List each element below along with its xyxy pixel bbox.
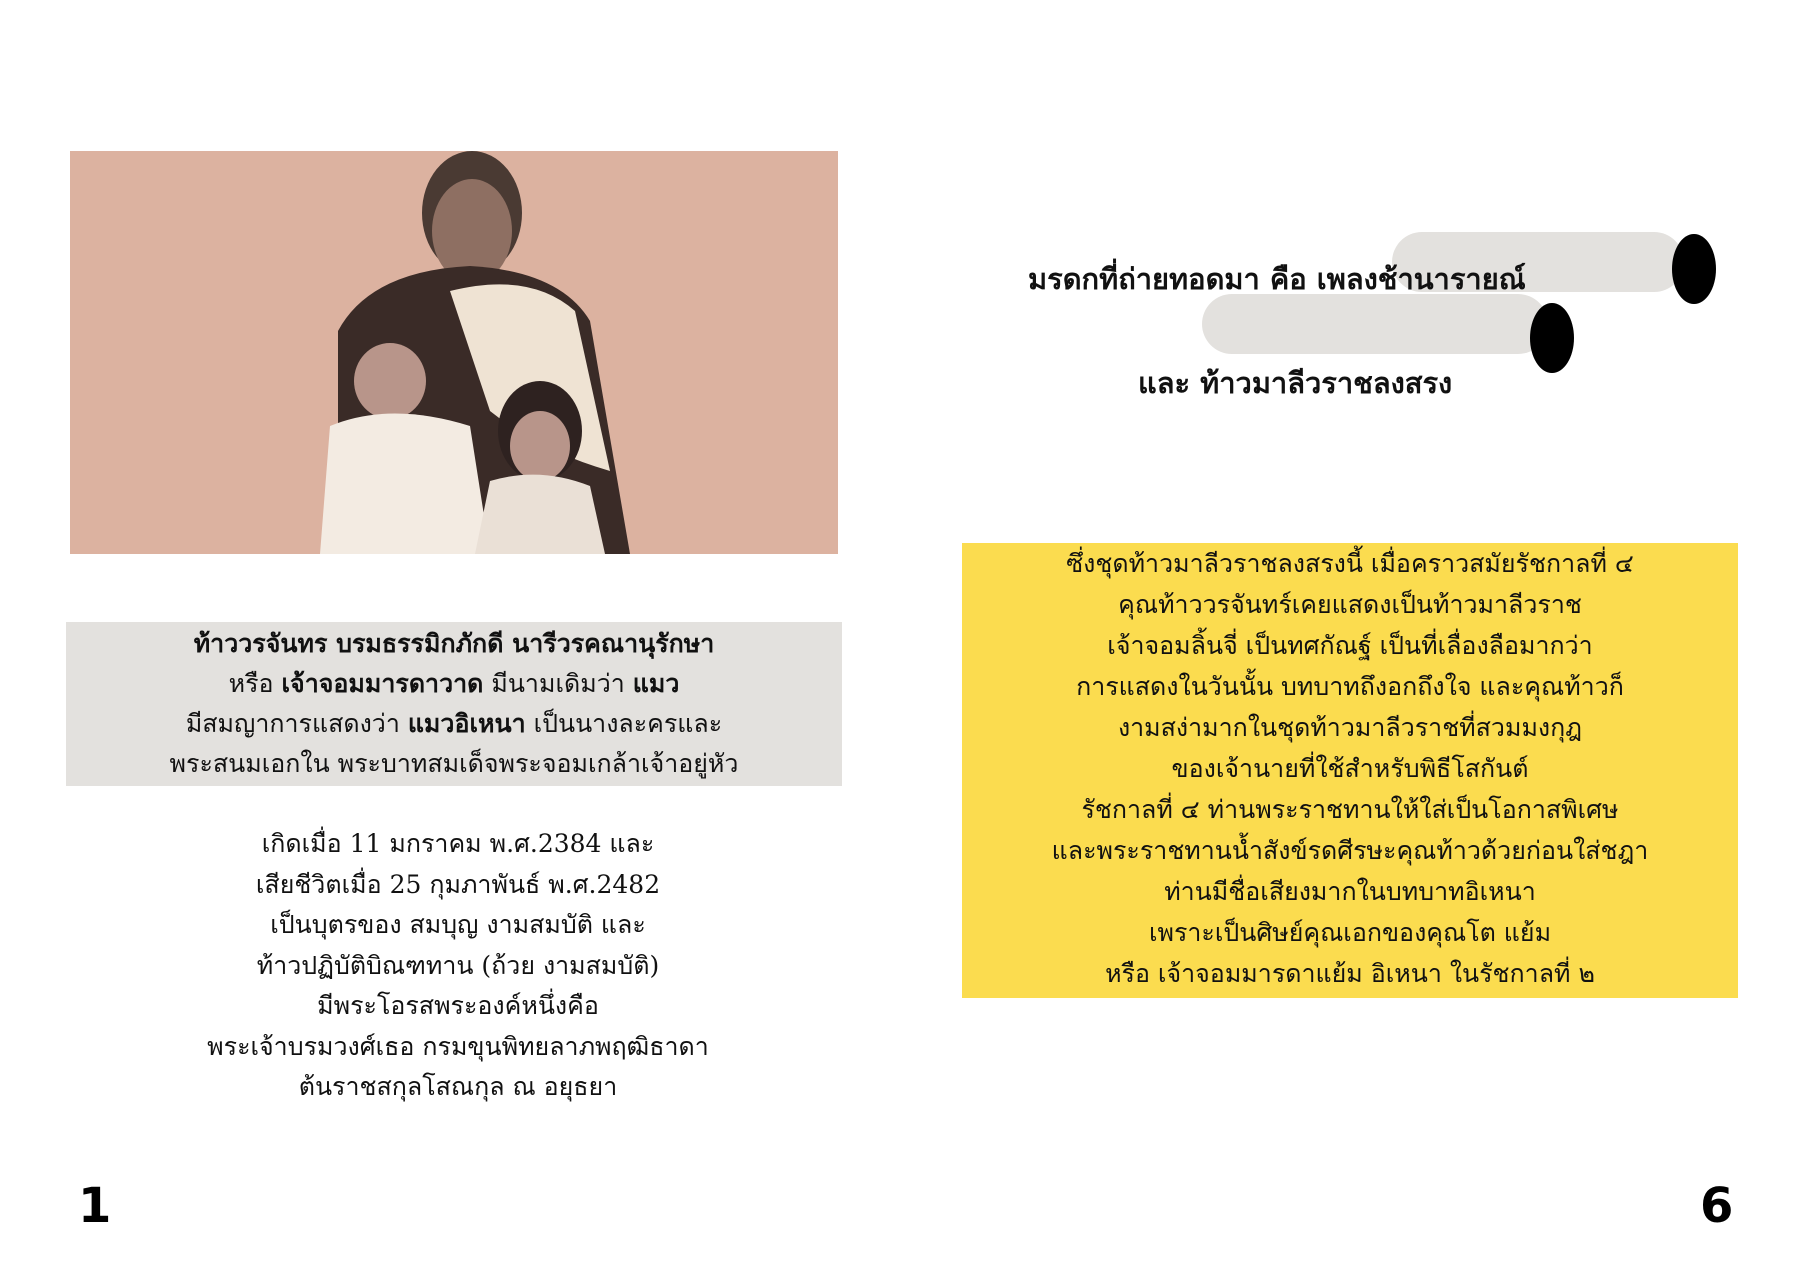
heading-line-2: และ ท้าวมาลีวราชลงสรง (1138, 366, 1453, 400)
story-line: รัชกาลที่ ๔ ท่านพระราชทานให้ใส่เป็นโอกาสพิเศษ (1081, 795, 1619, 824)
story-line: และพระราชทานน้ำสังข์รดศีรษะคุณท้าวด้วยก่อนใส่ชฎา (1051, 836, 1649, 865)
black-dot-decoration (1672, 234, 1716, 304)
bio-line: เกิดเมื่อ 11 มกราคม พ.ศ.2384 และ (261, 829, 655, 858)
bio-line: เสียชีวิตเมื่อ 25 กุมภาพันธ์ พ.ศ.2482 (255, 869, 661, 899)
bio-line: ต้นราชสกุลโสณกุล ณ อยุธยา (298, 1072, 618, 1101)
bio-line: มีพระโอรสพระองค์หนึ่งคือ (317, 991, 599, 1020)
page-number-right: 6 (1700, 1178, 1734, 1234)
biography-text (96, 824, 820, 1108)
page-number-left: 1 (78, 1178, 112, 1234)
name-caption-box (66, 622, 842, 786)
bio-line: เป็นบุตรของ สมบุญ งามสมบัติ และ (270, 910, 646, 939)
caption-line-2: หรือ เจ้าจอมมารดาวาด มีนามเดิมว่า แมว (228, 669, 680, 698)
story-line: การแสดงในวันนั้น บทบาทถึงอกถึงใจ และคุณท้าวก็ (1076, 672, 1624, 701)
photo-image (70, 151, 838, 554)
bio-line: พระเจ้าบรมวงศ์เธอ กรมขุนพิทยลาภพฤฒิธาดา (207, 1031, 709, 1061)
story-line: ของเจ้านายที่ใช้สำหรับพิธีโสกันต์ (1171, 754, 1529, 783)
story-line: คุณท้าววรจันทร์เคยแสดงเป็นท้าวมาลีวราช (1118, 590, 1582, 619)
highlight-pill (1202, 294, 1548, 354)
story-line: หรือ เจ้าจอมมารดาแย้ม อิเหนา ในรัชกาลที่ ๒ (1105, 959, 1595, 988)
story-line: ท่านมีชื่อเสียงมากในบทบาทอิเหนา (1164, 877, 1536, 906)
heading-line-1: มรดกที่ถ่ายทอดมา คือ เพลงช้านารายณ์ (1028, 262, 1526, 296)
bio-line: ท้าวปฏิบัติบิณฑทาน (ถ้วย งามสมบัติ) (256, 950, 660, 980)
caption-line-1: ท้าววรจันทร บรมธรรมิกภักดี นารีวรคณานุรักษา (193, 629, 715, 658)
story-line: ซึ่งชุดท้าวมาลีวราชลงสรงนี้ เมื่อคราวสมัยรัชกาลที่ ๔ (1066, 549, 1634, 578)
historical-photo (70, 151, 838, 554)
story-text-box (962, 543, 1738, 998)
legacy-heading (980, 238, 1740, 400)
story-line: เพราะเป็นศิษย์คุณเอกของคุณโต แย้ม (1148, 918, 1552, 947)
caption-line-3: มีสมญาการแสดงว่า แมวอิเหนา เป็นนางละครและ (185, 709, 723, 738)
story-line: งามสง่ามากในชุดท้าวมาลีวราชที่สวมมงกุฎ (1117, 713, 1583, 742)
story-line: เจ้าจอมลิ้นจี่ เป็นทศกัณฐ์ เป็นที่เลื่องลือมากว่า (1107, 631, 1593, 660)
black-dot-decoration (1530, 303, 1574, 373)
caption-line-4: พระสนมเอกใน พระบาทสมเด็จพระจอมเกล้าเจ้าอยู่หัว (169, 749, 739, 778)
